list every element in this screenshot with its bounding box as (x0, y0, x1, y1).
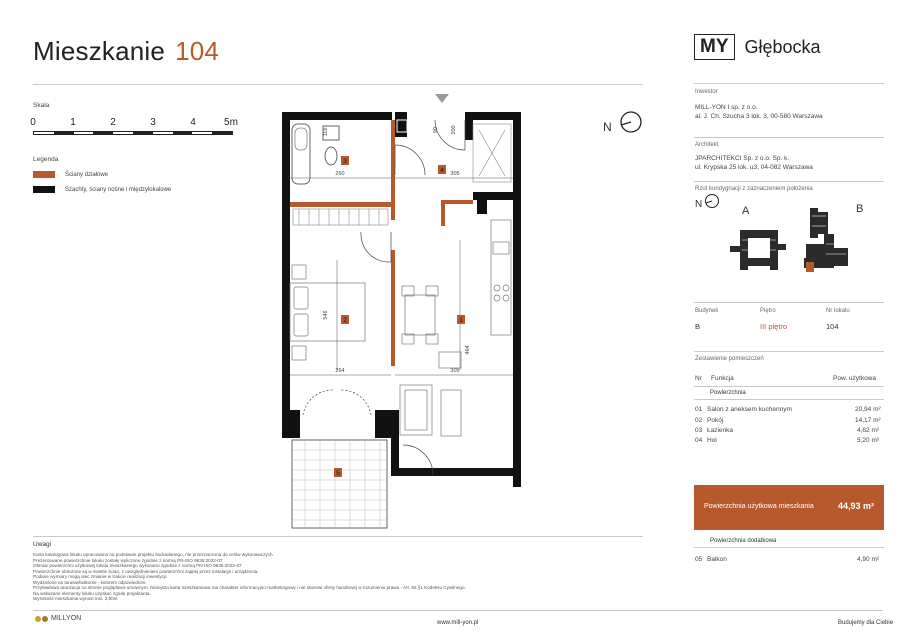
dimension-label: 305 (450, 368, 460, 374)
room-name: Łazienka (707, 427, 734, 434)
floor-plan (275, 90, 525, 535)
building-b-label: B (856, 203, 864, 215)
unit-location-marker (806, 262, 814, 272)
site-plan (720, 200, 860, 280)
room-number: 1 (459, 317, 463, 324)
brand-logo (694, 34, 821, 60)
floor-label: Piętro (760, 308, 776, 314)
note-line: Na wskazane elementy lokalu uzyskać zgodę projektanta. (33, 590, 151, 596)
divider (694, 137, 884, 138)
room-no: 03 (695, 427, 703, 434)
room-area: 5,20 m² (857, 437, 880, 444)
investor-name: MILL-YON I sp. z o.o. (695, 104, 758, 111)
dimension-label: 264 (335, 368, 345, 374)
site-compass-label: N (695, 199, 703, 210)
rooms-col-no: Nr (695, 375, 702, 382)
note-line: Powierzchnie obliczone są w świetle ścian, z uwzględnieniem powierzchni zajętej przez instalacje i urządzenia. (33, 568, 259, 574)
note-line: Karta katalogowa lokalu opracowana na podstawie projektu budowlanego, nie przeznaczona do celów wykonawczych. (33, 552, 274, 557)
legend-label: Ściany działowe (65, 171, 109, 178)
legend-item-structural (33, 186, 171, 193)
note-line: Wydzielone na tarasie/balkonie - kolorem odpowiednim. (33, 579, 147, 585)
entrance-arrow-icon (435, 94, 449, 103)
divider (694, 83, 884, 84)
title-label: Mieszkanie (33, 36, 166, 66)
total-area-box (694, 485, 884, 530)
rooms-col-area: Pow. użytkowa (833, 375, 876, 382)
divider (694, 302, 884, 303)
notes-divider (33, 536, 643, 537)
footer-company: MILLYON (51, 615, 82, 622)
extra-area-label: Powierzchnia dodatkowa (710, 538, 777, 544)
divider (694, 386, 884, 387)
room-no: 02 (695, 417, 703, 424)
architect-label: Architekt (695, 142, 719, 148)
title-divider (33, 84, 643, 85)
divider (694, 547, 884, 548)
dimension-label: 260 (335, 171, 345, 177)
room-area: 4,62 m² (857, 427, 880, 434)
compass-icon (619, 110, 643, 134)
room-name: Pokój (707, 417, 724, 424)
building-a-label: A (742, 205, 750, 217)
unit-value: 104 (826, 322, 839, 331)
scale-tick: 3 (150, 117, 156, 128)
room-number: 5 (336, 470, 340, 477)
scale-tick: 5m (224, 117, 238, 128)
plan-caption: Rzut kondygnacji z zaznaczeniem położenia (695, 186, 813, 192)
footer-tagline: Budujemy dla Ciebie (838, 620, 894, 626)
logo-dot-icon (35, 616, 41, 622)
divider (694, 351, 884, 352)
dimension-label: 305 (450, 171, 460, 177)
legend-item-partition (33, 171, 108, 178)
footer-url[interactable]: www.mill-yon.pl (437, 620, 479, 626)
note-line: Obmiar powierzchni użytkowej lokalu mieszkalnego wykonano zgodnie z normą PN-ISO 9836:2022-07 (33, 563, 242, 568)
logo-dot-icon (42, 616, 48, 622)
total-area-label: Powierzchnia użytkowa mieszkania (704, 503, 814, 510)
brand-my: MY (694, 34, 735, 60)
architect-address: ul. Krypska 25 lok. u3, 04-082 Warszawa (695, 164, 813, 171)
legend-swatch (33, 171, 55, 178)
room-area: 14,17 m² (855, 417, 881, 424)
apartment-number: 104 (175, 36, 220, 66)
building-value: B (695, 322, 701, 331)
extra-no: 05 (695, 556, 703, 563)
scale-tick: 2 (110, 117, 116, 128)
divider (694, 181, 884, 182)
dimension-label: 546 (323, 310, 329, 320)
brand-name: Głębocka (744, 36, 821, 57)
room-name: Hol (707, 437, 717, 444)
dimension-label: 464 (465, 345, 471, 355)
scale-tick: 0 (30, 117, 36, 128)
notes-title: Uwagi (33, 541, 52, 548)
investor-address: al. J. Ch. Szucha 3 lok. 3, 00-580 Warszawa (695, 113, 823, 120)
note-line: Podane wymiary mogą ulec zmianie w trakcie realizacji inwestycji. (33, 574, 168, 579)
footer-logo (35, 615, 81, 622)
dimension-label: 116 (323, 127, 329, 137)
legend-swatch (33, 186, 55, 193)
extra-area: 4,90 m² (857, 556, 880, 563)
room-name: Salon z aneksem kuchennym (707, 406, 792, 413)
note-line: Przykładowa aranżacja na stronie poglądowo-umownym. Niniejsza karta mieszkaniowa ma charakter informacyjno-marketingowy i nie stanowi oferty handlowej w rozumieniu prawa - Art. 66 §1 Kodeksu Cywilnego. (33, 585, 466, 590)
dimension-label: 200 (451, 125, 457, 135)
scale-bar (30, 117, 238, 129)
room-number: 3 (343, 158, 347, 165)
scale-label: Skala (33, 102, 50, 109)
divider (694, 399, 884, 400)
room-number: 2 (343, 317, 347, 324)
scale-tick: 4 (190, 117, 196, 128)
room-no: 04 (695, 437, 703, 444)
rooms-col-function: Funkcja (711, 375, 734, 382)
room-number: 4 (440, 167, 444, 174)
rooms-title: Zestawienie pomieszczeń (695, 356, 764, 362)
extra-name: Balkon (707, 556, 727, 563)
page-title (33, 36, 219, 67)
legend-label: Szachty, ściany nośne i międzylokalowe (65, 186, 172, 193)
compass-icon (704, 193, 720, 209)
notes-section (33, 541, 633, 602)
legend-title: Legenda (33, 156, 59, 163)
scale-tick: 1 (70, 117, 76, 128)
building-label: Budynek (695, 308, 719, 314)
investor-label: Inwestor (695, 89, 718, 95)
dimension-label: 90 (433, 126, 439, 134)
note-line: Wysokość mieszkania wynosi min. 2,60m (33, 596, 118, 601)
floor-value: III piętro (760, 322, 788, 331)
unit-label: Nr lokalu (826, 308, 850, 314)
note-line: Prezentowane powierzchnie lokalu zostały wyliczone zgodnie z normą PN-ISO 9836:2022-07 (33, 557, 223, 563)
architect-name: JPARCHITEKCI Sp. z o.o. Sp. k. (695, 155, 790, 162)
compass-label: N (603, 120, 612, 134)
rooms-section: Powierzchnia (710, 390, 746, 396)
footer-divider (33, 610, 883, 611)
total-area-value: 44,93 m² (837, 501, 874, 511)
room-no: 01 (695, 406, 703, 413)
room-area: 20,94 m² (855, 406, 881, 413)
